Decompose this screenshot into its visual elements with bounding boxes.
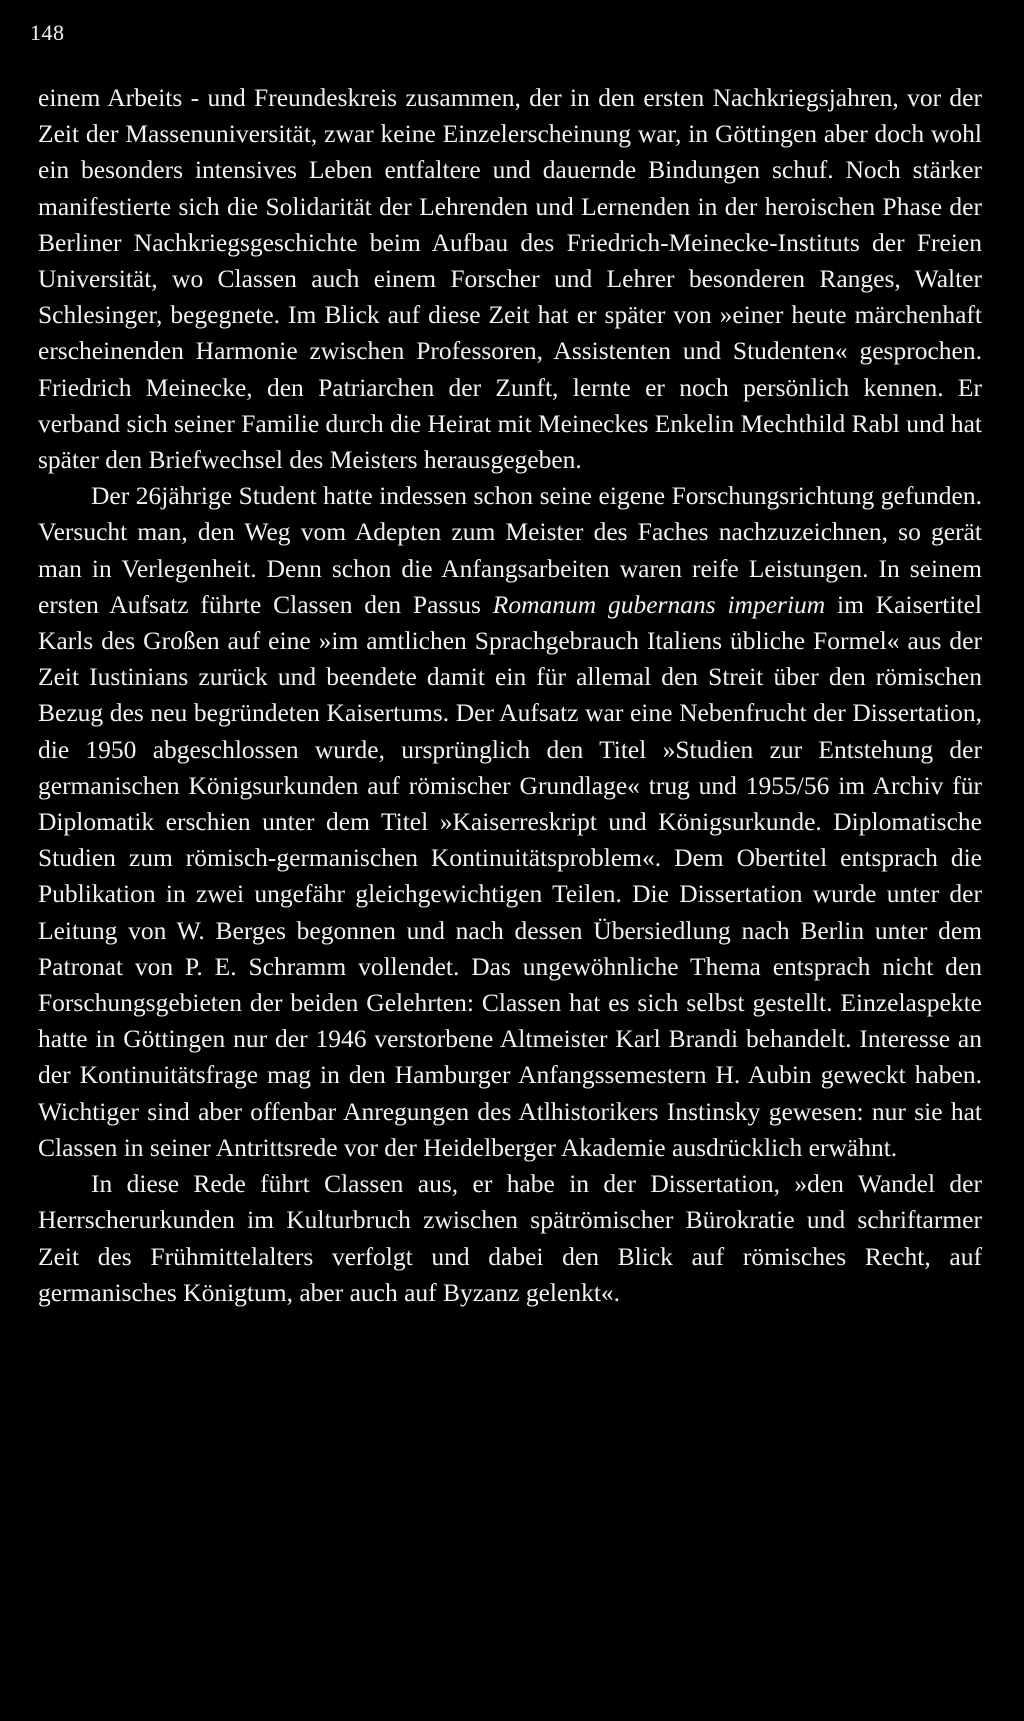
paragraph-1-text: einem Arbeits - und Freundeskreis zusammen, der in den ersten Nachkriegsjahren, vor der Zeit der Massenuniversität, zwar keine Einzelerscheinung war, in Göttingen aber doch wohl ein besonders intensives Leben entfaltere und dauernde Bindungen schuf. Noch stärker manifestierte sich die Solidarität der Lehrenden und Lernenden in der heroischen Phase der Berliner Nachkriegsgeschichte beim Aufbau des Friedrich-Meinecke-Instituts der Freien Universität, wo Classen auch einem Forscher und Lehrer besonderen Ranges, Walter Schlesinger, begegnete. Im Blick auf diese Zeit hat er später von »einer heute märchenhaft erscheinenden Harmonie zwischen Professoren, Assistenten und Studenten« gesprochen. Friedrich Meinecke, den Patriarchen der Zunft, lernte er noch persönlich kennen. Er verband sich seiner Familie durch die Heirat mit Meineckes Enkelin Mechthild Rabl und hat später den Briefwechsel des Meisters herausgegeben. — [38, 83, 982, 475]
body-text — [38, 80, 982, 1311]
paragraph-1 — [38, 80, 982, 478]
paragraph-2-text-a: Der 26jährige Student hatte indessen schon seine eigene Forschungsrichtung gefunden. Versucht man, den Weg vom Adepten zum Meister des Faches nachzuzeichnen, so gerät man in Verlegenheit. Denn schon die Anfangsarbeiten waren reife Leistungen. In seinem ersten Aufsatz führte Classen den Passus — [38, 481, 982, 619]
page-number: 148 — [30, 20, 65, 45]
paragraph-3-text: In diese Rede führt Classen aus, er habe in der Dissertation, »den Wandel der Herrscherurkunden im Kulturbruch zwischen spätrömischer Bürokratie und schriftarmer Zeit des Frühmittelalters verfolgt und dabei den Blick auf römisches Recht, auf germanisches Königtum, aber auch auf Byzanz gelenkt«. — [38, 1169, 982, 1307]
paragraph-2 — [38, 478, 982, 1166]
paragraph-3 — [38, 1166, 982, 1311]
paragraph-2-text-b: im Kaisertitel Karls des Großen auf eine »im amtlichen Sprachgebrauch Italiens übliche Formel« aus der Zeit Iustinians zurück und beendete damit ein für allemal den Streit über den römischen Bezug des neu begründeten Kaisertums. Der Aufsatz war eine Nebenfrucht der Dissertation, die 1950 abgeschlossen wurde, ursprünglich den Titel »Studien zur Entstehung der germanischen Königsurkunden auf römischer Grundlage« trug und 1955/56 im Archiv für Diplomatik erschien unter dem Titel »Kaiserreskript und Königsurkunde. Diplomatische Studien zum römisch-germanischen Kontinuitätsproblem«. Dem Obertitel entsprach die Publikation in zwei ungefähr gleichgewichtigen Teilen. Die Dissertation wurde unter der Leitung von W. Berges begonnen und nach dessen Übersiedlung nach Berlin unter dem Patronat von P. E. Schramm vollendet. Das ungewöhnliche Thema entsprach nicht den Forschungsgebieten der beiden Gelehrten: Classen hat es sich selbst gestellt. Einzelaspekte hatte in Göttingen nur der 1946 verstorbene Altmeister Karl Brandi behandelt. Interesse an der Kontinuitätsfrage mag in den Hamburger Anfangssemestern H. Aubin geweckt haben. Wichtiger sind aber offenbar Anregungen des Atlhistorikers Instinsky gewesen: nur sie hat Classen in seiner Antrittsrede vor der Heidelberger Akademie ausdrücklich erwähnt. — [38, 589, 982, 1162]
latin-phrase: Romanum gubernans imperium — [492, 589, 826, 619]
